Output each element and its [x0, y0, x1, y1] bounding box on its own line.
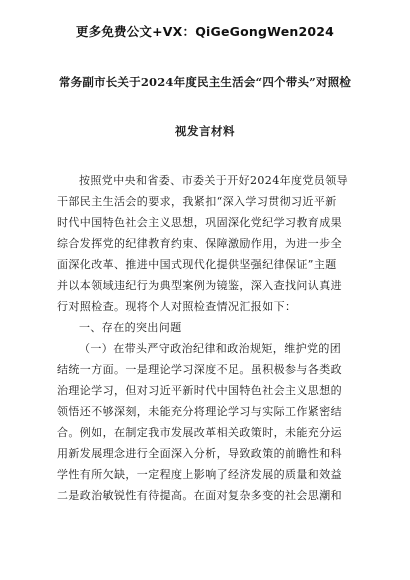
body-line: 治理论学习，但对习近平新时代中国特色社会主义思想的 — [57, 384, 342, 397]
body-line: 结统一方面。一是理论学习深度不足。虽积极参与各类政 — [57, 363, 342, 376]
body-line: 干部民主生活会的要求，我紧扣“深入学习贯彻习近平新 — [57, 195, 337, 208]
body-line: 领悟还不够深刻，未能充分将理论学习与实际工作紧密结 — [57, 405, 342, 418]
section-heading: 一、存在的突出问题 — [79, 321, 182, 334]
document-body — [57, 170, 362, 506]
body-line: 学性有所欠缺，一定程度上影响了经济发展的质量和效益 — [57, 468, 342, 481]
body-line: 综合发挥党的纪律教育约束、保障激励作用，为进一步全 — [57, 237, 342, 250]
body-line: 面深化改革、推进中国式现代化提供坚强纪律保证”主题 — [57, 258, 337, 271]
document-title-line1: 常务副市长关于2024年度民主生活会“四个带头”对照检 — [58, 75, 352, 89]
body-line: 用新发展理念进行全面深入分析，导致政策的前瞻性和科 — [57, 447, 342, 460]
body-line: 时代中国特色社会主义思想，巩固深化党纪学习教育成果 — [57, 216, 342, 229]
document-title-line2: 视发言材料 — [175, 124, 235, 138]
watermark-header: 更多免费公文+VX：QiGeGongWen2024 — [75, 24, 335, 39]
body-line: 二是政治敏锐性有待提高。在面对复杂多变的社会思潮和 — [57, 489, 342, 502]
body-line: 并以本领域违纪行为典型案例为镜鉴，深入查找问认真进 — [57, 279, 342, 292]
body-line: 按照党中央和省委、市委关于开好2024年度党员领导 — [79, 174, 348, 187]
subsection-line: （一）在带头严守政治纪律和政治规矩，维护党的团 — [79, 342, 342, 355]
body-line: 合。例如，在制定我市发展改革相关政策时，未能充分运 — [57, 426, 342, 439]
body-line: 行对照检查。现将个人对照检查情况汇报如下： — [57, 300, 297, 313]
